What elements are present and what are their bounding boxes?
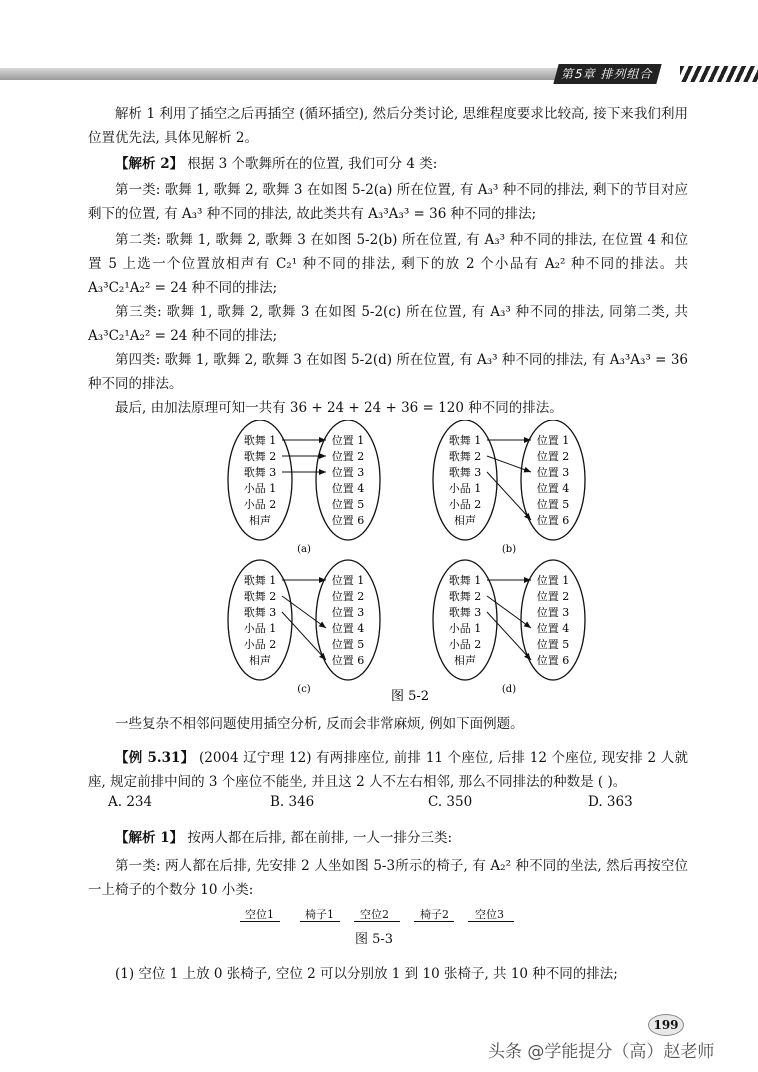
seat-gap-2-line — [354, 921, 400, 922]
left-item-4: 小品 2 — [243, 498, 277, 511]
left-item-0: 歌舞 1 — [243, 574, 277, 587]
right-item-4: 位置 5 — [536, 498, 570, 511]
paragraph-example-5-31 — [88, 746, 688, 794]
option-a: A. 234 — [108, 794, 153, 810]
seat-chair-1: 椅子1 — [305, 908, 334, 921]
left-item-3: 小品 1 — [448, 482, 482, 495]
left-item-2: 歌舞 3 — [448, 466, 482, 479]
right-item-0: 位置 1 — [331, 434, 365, 447]
seat-gap-1: 空位1 — [245, 908, 274, 921]
figure-5-2-panel-3 — [433, 560, 585, 695]
right-item-2: 位置 3 — [536, 606, 570, 619]
arrow-2 — [487, 472, 531, 520]
left-item-0: 歌舞 1 — [448, 434, 482, 447]
right-item-4: 位置 5 — [331, 498, 365, 511]
option-d: D. 363 — [588, 794, 633, 810]
paragraph-analysis1-note: 解析 1 利用了插空之后再插空 (循环插空), 然后分类讨论, 思维程度要求比较高, 接下来我们利用位置优先法, 具体见解析 2。 — [88, 106, 688, 146]
left-item-1: 歌舞 2 — [243, 450, 277, 463]
option-b: B. 346 — [270, 794, 315, 810]
left-item-4: 小品 2 — [448, 638, 482, 651]
right-item-3: 位置 4 — [331, 482, 365, 495]
chapter-title: 第5章 排列组合 — [553, 64, 662, 84]
right-item-5: 位置 6 — [536, 654, 570, 667]
right-item-4: 位置 5 — [536, 638, 570, 651]
seat-chair-2-line — [414, 921, 454, 922]
arrow-1 — [487, 596, 531, 628]
left-item-3: 小品 1 — [243, 622, 277, 635]
seat-chair-1-line — [300, 921, 340, 922]
panel-label: (b) — [501, 544, 517, 555]
left-item-4: 小品 2 — [448, 498, 482, 511]
right-item-5: 位置 6 — [331, 654, 365, 667]
left-item-1: 歌舞 2 — [448, 590, 482, 603]
analysis2-tag: 【解析 2】 — [115, 156, 184, 172]
panel-label: (a) — [297, 544, 311, 555]
option-c: C. 350 — [428, 794, 473, 810]
seat-chair-2: 椅子2 — [420, 908, 449, 921]
right-item-1: 位置 2 — [331, 590, 365, 603]
left-item-5: 相声 — [454, 514, 476, 527]
header-stripes — [680, 66, 758, 82]
example-text: (2004 辽宁理 12) 有两排座位, 前排 11 个座位, 后排 12 个座位, 现安排 2 人就座, 规定前排中间的 3 个座位不能坐, 并且这 2 人不左右相邻, 那么不同排法的种数是 ( )。 — [88, 750, 688, 790]
right-item-4: 位置 5 — [331, 638, 365, 651]
right-item-1: 位置 2 — [536, 590, 570, 603]
figure-5-3-caption: 图 5-3 — [355, 932, 394, 947]
chapter-header — [0, 62, 758, 84]
paragraph-analysis2 — [88, 152, 688, 176]
seat-gap-3-line — [468, 921, 514, 922]
paragraph-analysis1-example — [88, 826, 688, 850]
left-item-3: 小品 1 — [243, 482, 277, 495]
seat-gap-2: 空位2 — [360, 908, 389, 921]
left-item-0: 歌舞 1 — [448, 574, 482, 587]
analysis2-text: 根据 3 个歌舞所在的位置, 我们可分 4 类: — [183, 156, 438, 172]
paragraph-case1-seating: 第一类: 两人都在后排, 先安排 2 人坐如图 5-3所示的椅子, 有 A₂² 种不同的坐法, 然后再按空位一上椅子的个数分 10 小类: — [88, 858, 688, 898]
left-item-2: 歌舞 3 — [448, 606, 482, 619]
left-item-5: 相声 — [454, 654, 476, 667]
watermark: 头条 @学能提分（高）赵老师 — [488, 1042, 715, 1062]
figure-5-3 — [240, 906, 560, 926]
left-item-2: 歌舞 3 — [243, 606, 277, 619]
left-item-3: 小品 1 — [448, 622, 482, 635]
left-item-5: 相声 — [249, 514, 271, 527]
arrow-2 — [487, 612, 531, 660]
figure-5-2-panel-0 — [228, 420, 380, 555]
left-item-4: 小品 2 — [243, 638, 277, 651]
paragraph-intro-example: 一些复杂不相邻问题使用插空分析, 反而会非常麻烦, 例如下面例题。 — [115, 716, 524, 732]
analysis1-text: 按两人都在后排, 都在前排, 一人一排分三类: — [183, 830, 453, 846]
right-item-1: 位置 2 — [331, 450, 365, 463]
right-item-3: 位置 4 — [331, 622, 365, 635]
right-item-0: 位置 1 — [331, 574, 365, 587]
seat-gap-3: 空位3 — [475, 908, 504, 921]
paragraph-subcase-1: (1) 空位 1 上放 0 张椅子, 空位 2 可以分别放 1 到 10 张椅子, 共 10 种不同的排法; — [115, 966, 618, 982]
arrow-1 — [282, 596, 326, 628]
figure-5-2-panel-1 — [433, 420, 585, 555]
figure-5-2-panel-2 — [228, 560, 380, 695]
example-tag: 【例 5.31】 — [115, 750, 195, 766]
left-item-5: 相声 — [249, 654, 271, 667]
panel-label: (d) — [501, 684, 517, 695]
right-item-2: 位置 3 — [331, 606, 365, 619]
figure-5-2-caption: 图 5-2 — [390, 689, 430, 704]
right-item-5: 位置 6 — [536, 514, 570, 527]
paragraph-case1: 第一类: 歌舞 1, 歌舞 2, 歌舞 3 在如图 5-2(a) 所在位置, 有 A₃³ 种不同的排法, 剩下的节目对应剩下的位置, 有 A₃³ 种不同的排法, 故此类共有 A₃³A₃³ = 36 种不同的排法; — [88, 182, 688, 222]
seat-gap-1-line — [240, 921, 280, 922]
right-item-3: 位置 4 — [536, 482, 570, 495]
paragraph-case2: 第二类: 歌舞 1, 歌舞 2, 歌舞 3 在如图 5-2(b) 所在位置, 有 A₃³ 种不同的排法, 在位置 4 和位置 5 上选一个位置放相声有 C₂¹ 种不同的排法, 剩下的放 2 个小品有 A₂² 种不同的排法。共 A₃³C₂¹A₂² = 24 种不同的排法; — [88, 232, 688, 296]
header-bar — [0, 68, 560, 80]
right-item-5: 位置 6 — [331, 514, 365, 527]
arrow-1 — [487, 456, 531, 472]
left-item-1: 歌舞 2 — [243, 590, 277, 603]
panel-label: (c) — [297, 684, 311, 695]
left-item-0: 歌舞 1 — [243, 434, 277, 447]
figure-5-2 — [220, 420, 600, 705]
analysis1-tag: 【解析 1】 — [115, 830, 184, 846]
right-item-2: 位置 3 — [536, 466, 570, 479]
left-item-2: 歌舞 3 — [243, 466, 277, 479]
right-item-0: 位置 1 — [536, 574, 570, 587]
right-item-2: 位置 3 — [331, 466, 365, 479]
left-item-1: 歌舞 2 — [448, 450, 482, 463]
right-item-1: 位置 2 — [536, 450, 570, 463]
arrow-2 — [282, 612, 326, 660]
right-item-3: 位置 4 — [536, 622, 570, 635]
paragraph-case3: 第三类: 歌舞 1, 歌舞 2, 歌舞 3 在如图 5-2(c) 所在位置, 有 A₃³ 种不同的排法, 同第二类, 共 A₃³C₂¹A₂² = 24 种不同的排法; — [88, 304, 688, 344]
page-number: 199 — [648, 1014, 684, 1036]
paragraph-conclusion: 最后, 由加法原理可知一共有 36 + 24 + 24 + 36 = 120 种不同的排法。 — [115, 400, 563, 416]
right-item-0: 位置 1 — [536, 434, 570, 447]
paragraph-case4: 第四类: 歌舞 1, 歌舞 2, 歌舞 3 在如图 5-2(d) 所在位置, 有 A₃³ 种不同的排法, 有 A₃³A₃³ = 36 种不同的排法。 — [88, 352, 688, 392]
